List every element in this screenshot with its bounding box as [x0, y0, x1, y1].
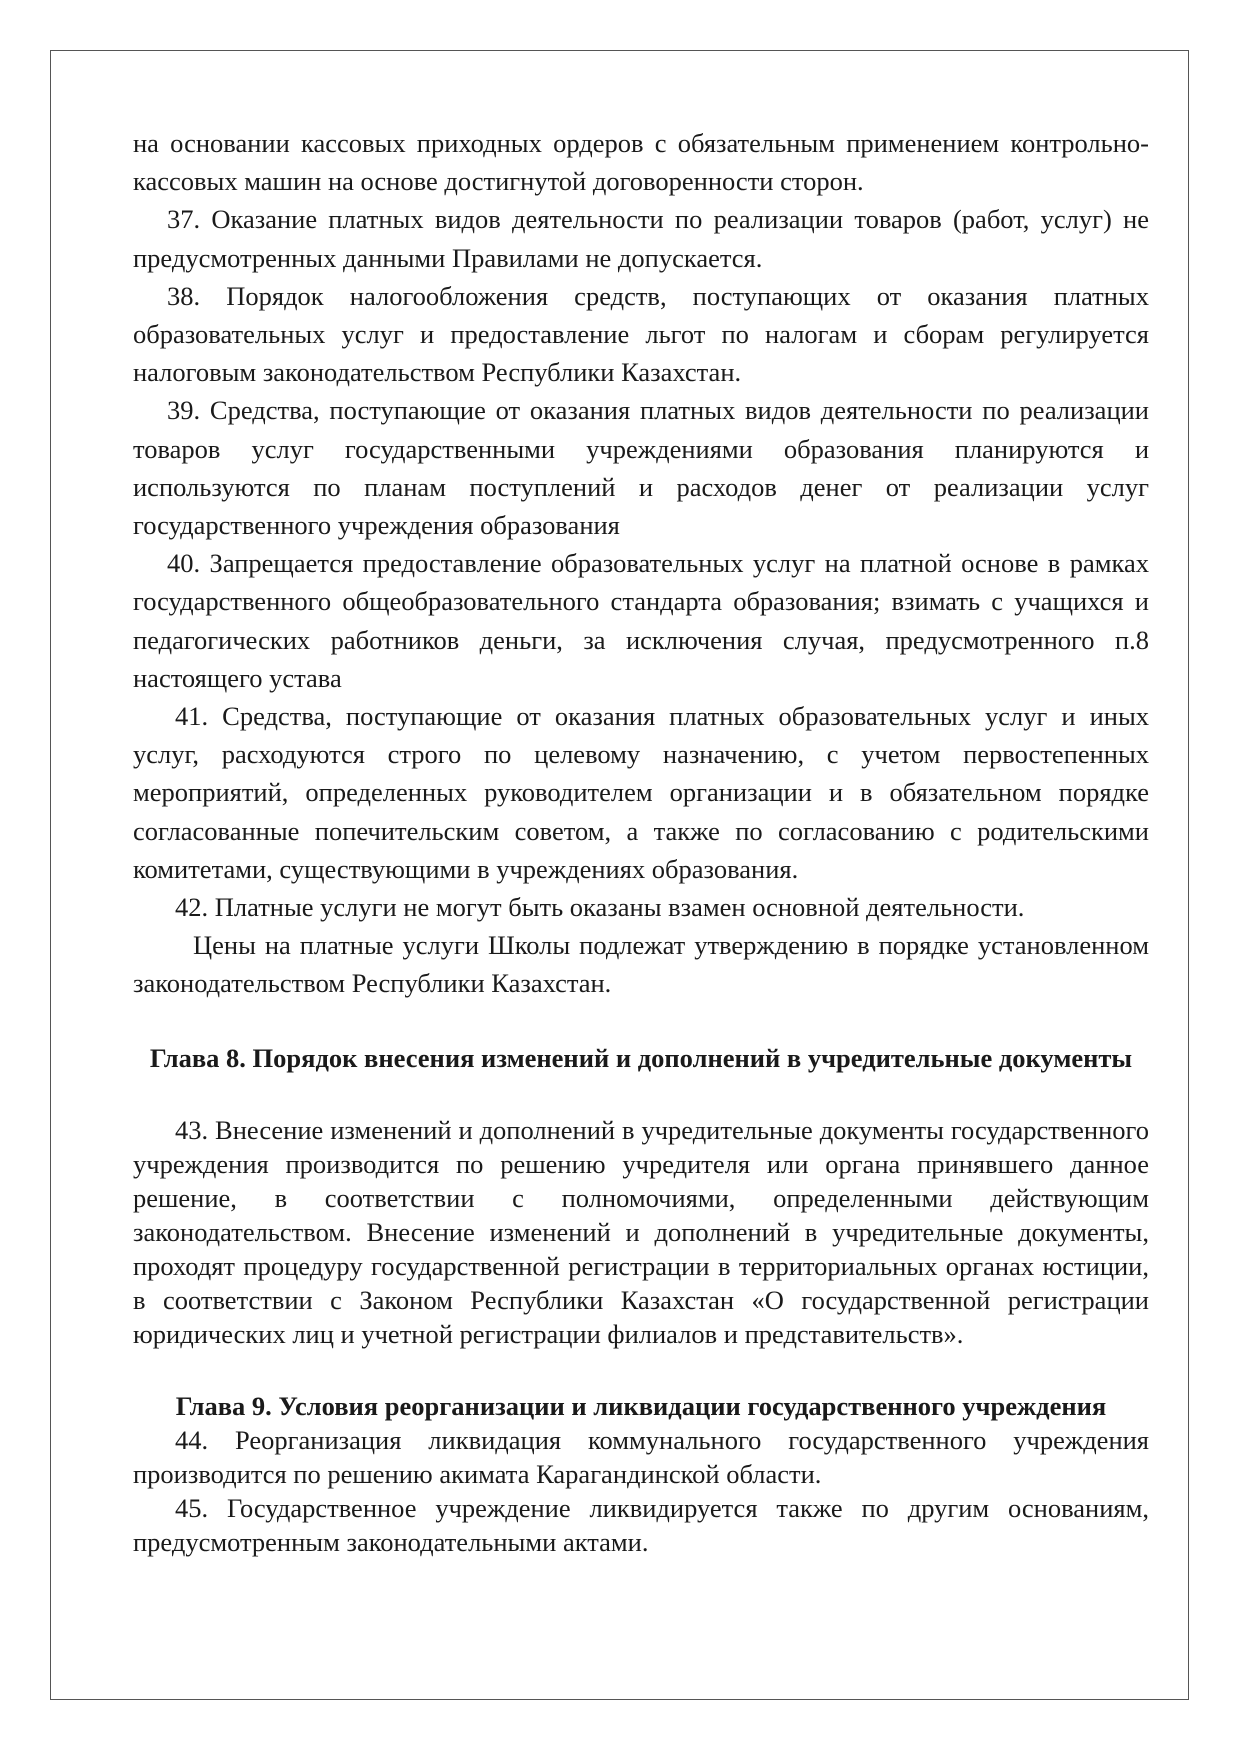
paragraph-45: 45. Государственное учреждение ликвидируется также по другим основаниям, предусмотренным законодательными актами.: [133, 1492, 1149, 1557]
paragraph-39: 39. Средства, поступающие от оказания платных видов деятельности по реализации товаров услуг государственными учреждениями образования планируются и используются по планам поступлений и расходов денег от реализации услуг государственного учреждения образования: [133, 395, 1149, 541]
paragraph-43: 43. Внесение изменений и дополнений в учредительные документы государственного учреждения производится по решению учредителя или органа принявшего данное решение, в соответствии с полномочиями, определенными действующим законодательством. Внесение изменений и дополнений в учредительные документы, проходят процедуру государственной регистрации в территориальных органах юстиции, в соответствии с Законом Республики Казахстан «О государственной регистрации юридических лиц и учетной регистрации филиалов и представительств».: [133, 1114, 1149, 1349]
paragraph-41: 41. Средства, поступающие от оказания платных образовательных услуг и иных услуг, расходуются строго по целевому назначению, с учетом первостепенных мероприятий, определенных руководителем организации и в обязательном порядке согласованные попечительским советом, а также по согласованию с родительскими комитетами, существующими в учреждениях образования.: [133, 701, 1149, 884]
paragraph-38: 38. Порядок налогообложения средств, поступающих от оказания платных образовательных услуг и предоставление льгот по налогам и сборам регулируется налоговым законодательством Республики Казахстан.: [133, 280, 1149, 388]
spacer: [133, 1003, 1149, 1041]
chapter-8-title: Глава 8. Порядок внесения изменений и дополнений в учредительные документы: [149, 1042, 1133, 1073]
chapter-9-title: Глава 9. Условия реорганизации и ликвидации государственного учреждения: [175, 1390, 1107, 1421]
paragraph-42-prices: Цены на платные услуги Школы подлежат утверждению в порядке установленном законодательством Республики Казахстан.: [133, 930, 1149, 999]
spacer: [133, 1075, 1149, 1113]
paragraph-44: 44. Реорганизация ликвидация коммунального государственного учреждения производится по решению акимата Карагандинской области.: [133, 1424, 1149, 1489]
paragraph-continuation: на основании кассовых приходных ордеров с обязательным применением контрольно-кассовых машин на основе достигнутой договоренности сторон.: [133, 128, 1149, 197]
paragraph-42: 42. Платные услуги не могут быть оказаны взамен основной деятельности.: [175, 892, 1025, 923]
document-body: [133, 124, 1149, 1559]
paragraph-40: 40. Запрещается предоставление образовательных услуг на платной основе в рамках государственного общеобразовательного стандарта образования; взимать с учащихся и педагогических работников деньги, за исключения случая, предусмотренного п.8 настоящего устава: [133, 548, 1149, 693]
paragraph-37: 37. Оказание платных видов деятельности по реализации товаров (работ, услуг) не предусмотренных данными Правилами не допускается.: [133, 204, 1149, 273]
spacer: [133, 1351, 1149, 1389]
